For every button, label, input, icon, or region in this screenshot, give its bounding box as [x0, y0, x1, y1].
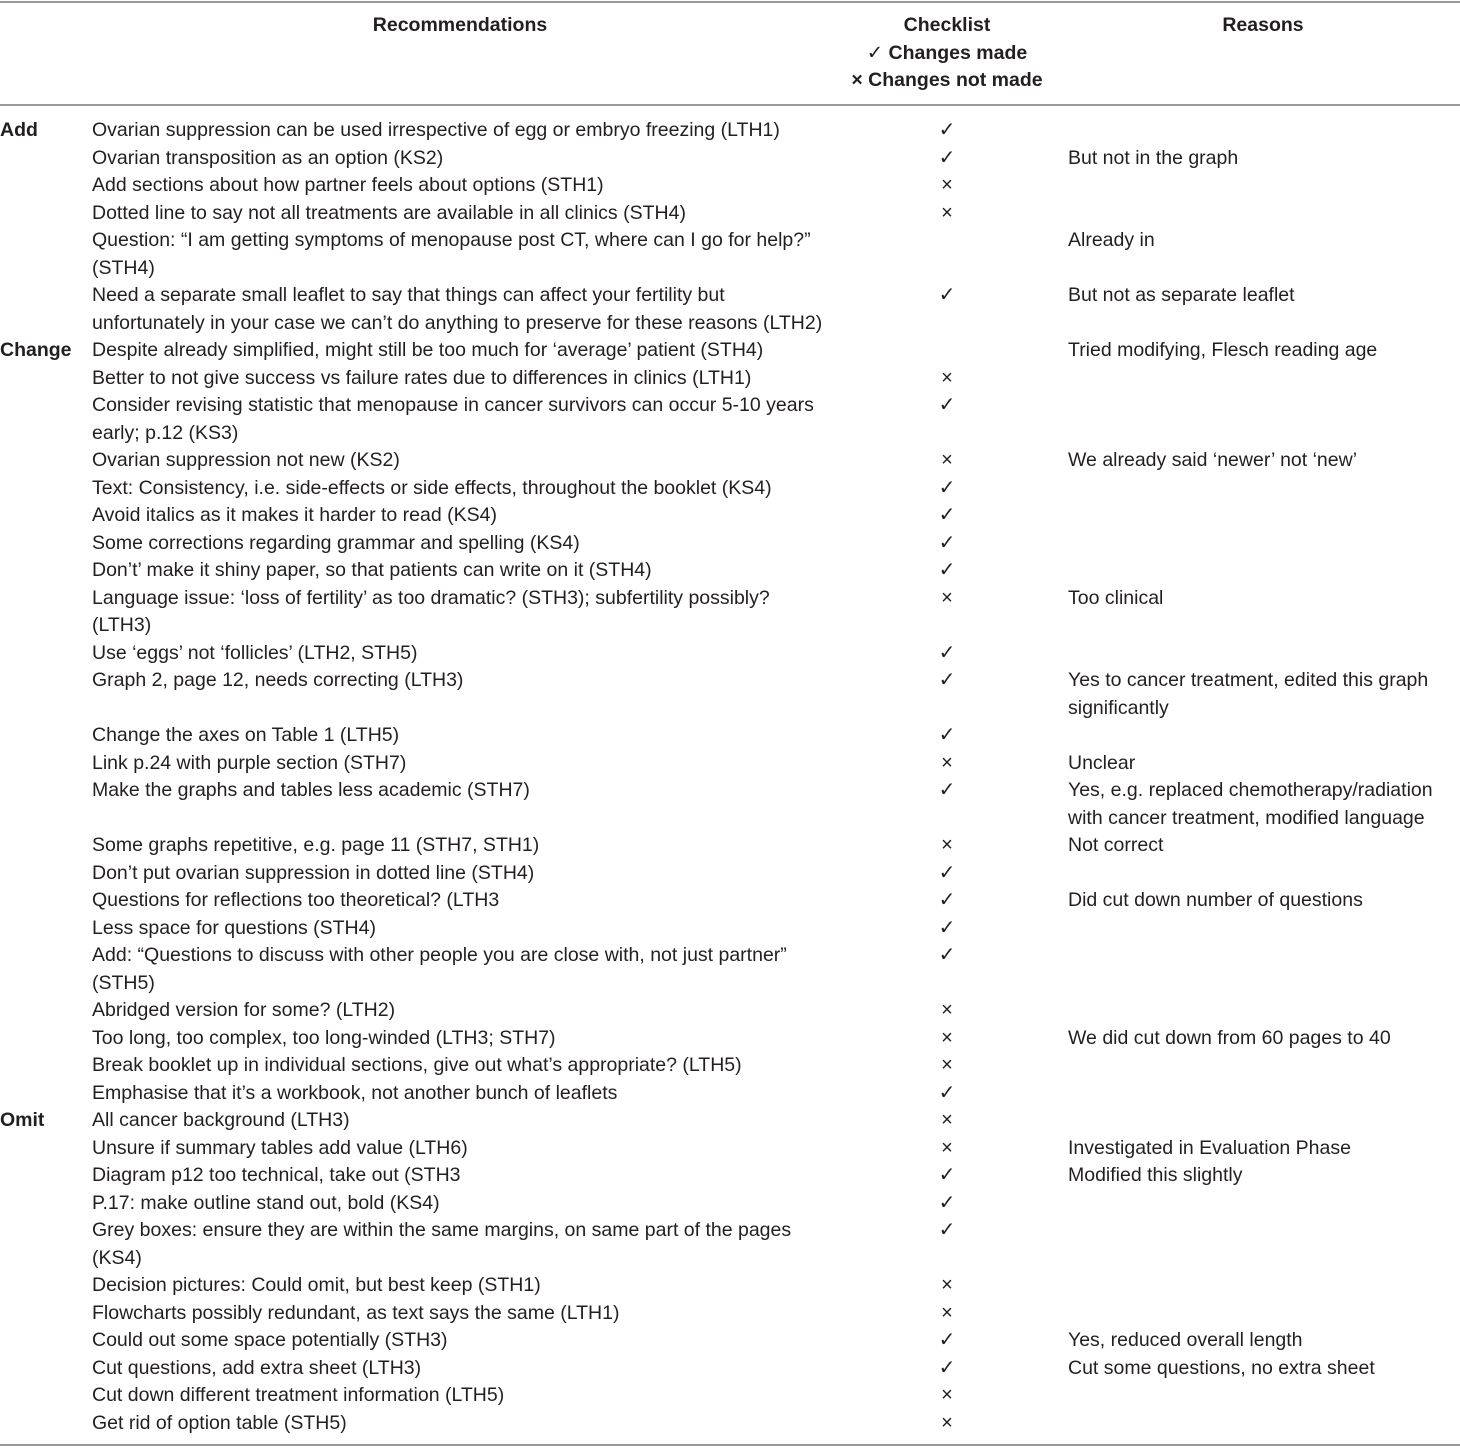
table-row: [0, 1052, 1460, 1080]
checklist-mark: ✓: [938, 1219, 956, 1241]
recommendation-text: Unsure if summary tables add value (LTH6): [92, 1136, 468, 1159]
reason-text: [1066, 117, 1460, 145]
table-row: [0, 502, 1460, 530]
table-row: [0, 200, 1460, 228]
reason-text: [1066, 1410, 1460, 1438]
checklist-mark: ✓: [938, 779, 956, 801]
reason-text: [1066, 557, 1460, 585]
recommendation-text: Emphasise that it’s a workbook, not another bunch of leaflets: [92, 1081, 618, 1104]
reason-text: [1066, 200, 1460, 228]
recommendation-text: Consider revising statistic that menopause in cancer survivors can occur 5-10 years early; p.12 (KS3): [92, 394, 814, 444]
table-row: [0, 447, 1460, 475]
section-label: [0, 1190, 92, 1218]
section-label: [0, 1382, 92, 1410]
section-label: [0, 1135, 92, 1163]
table-row: [0, 832, 1460, 860]
checklist-mark: ✓: [938, 531, 956, 554]
recommendation-text: Break booklet up in individual sections, give out what’s appropriate? (LTH5): [92, 1054, 742, 1076]
table-row: [0, 1135, 1460, 1163]
table-row: [0, 172, 1460, 200]
checklist-mark: ×: [941, 1274, 953, 1296]
section-label: [0, 282, 92, 337]
recommendation-text: Ovarian transposition as an option (KS2): [92, 146, 444, 169]
checklist-mark: ✓: [938, 394, 956, 416]
recommendation-text: Ovarian suppression not new (KS2): [92, 449, 400, 471]
checklist-mark: ✓: [938, 669, 956, 691]
recommendation-text: Despite already simplified, might still be too much for ‘average’ patient (STH4): [92, 339, 764, 361]
section-label: [0, 1080, 92, 1108]
recommendation-text: Some corrections regarding grammar and spelling (KS4): [92, 531, 580, 554]
checklist-mark: ✓: [938, 559, 956, 581]
reason-text: [1066, 475, 1460, 503]
section-label: [0, 997, 92, 1025]
recommendation-text: Language issue: ‘loss of fertility’ as too dramatic? (STH3); subfertility possibly? (LTH3): [92, 586, 770, 636]
section-label: [0, 887, 92, 915]
recommendation-text: Get rid of option table (STH5): [92, 1411, 347, 1434]
table-row: [0, 997, 1460, 1025]
table-row: [0, 1162, 1460, 1190]
reason-text: Modified this slightly: [1068, 1164, 1243, 1186]
checklist-mark: ×: [941, 834, 953, 856]
table-row: [0, 640, 1460, 668]
recommendation-text: Link p.24 with purple section (STH7): [92, 751, 407, 774]
reason-text: [1066, 530, 1460, 558]
recommendation-text: Abridged version for some? (LTH2): [92, 999, 396, 1021]
checklist-mark: ✓: [938, 1356, 956, 1379]
section-label: [0, 942, 92, 997]
checklist-mark: [828, 227, 1066, 282]
table-row: [0, 1410, 1460, 1438]
recommendation-text: Decision pictures: Could omit, but best keep (STH1): [92, 1274, 541, 1296]
recommendation-text: Some graphs repetitive, e.g. page 11 (STH7, STH1): [92, 834, 540, 856]
checklist-mark: ✓: [938, 944, 956, 966]
table-row: [0, 557, 1460, 585]
table-row: [0, 1272, 1460, 1300]
header-rule: [0, 104, 1460, 106]
recommendation-text: Cut down different treatment information (LTH5): [92, 1384, 505, 1406]
reason-text: Did cut down number of questions: [1068, 889, 1363, 911]
recommendation-text: Grey boxes: ensure they are within the same margins, on same part of the pages (KS4): [92, 1219, 792, 1269]
section-label: Change: [0, 339, 72, 361]
header-reasons: Reasons: [1222, 14, 1304, 36]
section-label: [0, 1272, 92, 1300]
table-row: [0, 667, 1460, 722]
recommendation-text: Question: “I am getting symptoms of menopause post CT, where can I go for help?” (STH4): [92, 229, 811, 279]
recommendation-text: Graph 2, page 12, needs correcting (LTH3): [92, 669, 464, 691]
section-label: [0, 145, 92, 173]
recommendation-text: Dotted line to say not all treatments are available in all clinics (STH4): [92, 201, 686, 224]
table-row: [0, 1107, 1460, 1135]
reason-text: [1066, 1107, 1460, 1135]
section-label: Add: [0, 119, 38, 141]
reason-text: We did cut down from 60 pages to 40: [1068, 1026, 1391, 1049]
recommendation-text: Change the axes on Table 1 (LTH5): [92, 724, 400, 746]
reason-text: [1066, 365, 1460, 393]
checklist-mark: ×: [941, 1054, 953, 1076]
reason-text: Unclear: [1068, 751, 1136, 774]
header-recommendations: Recommendations: [372, 14, 548, 36]
recommendation-text: Could out some space potentially (STH3): [92, 1329, 448, 1351]
recommendation-text: Cut questions, add extra sheet (LTH3): [92, 1356, 422, 1379]
checklist-mark: ×: [941, 1136, 953, 1159]
checklist-mark: ×: [941, 1109, 953, 1131]
reason-text: We already said ‘newer’ not ‘new’: [1068, 449, 1358, 471]
reason-text: But not as separate leaflet: [1068, 284, 1295, 306]
table-row: [0, 475, 1460, 503]
table-row: [0, 1025, 1460, 1053]
section-label: [0, 750, 92, 778]
reason-text: [1066, 392, 1460, 447]
header-checklist: [828, 12, 1066, 95]
recommendation-text: P.17: make outline stand out, bold (KS4): [92, 1191, 440, 1214]
reason-text: [1066, 640, 1460, 668]
checklist-mark: ✓: [938, 1329, 956, 1351]
section-label: [0, 475, 92, 503]
section-label: [0, 172, 92, 200]
recommendation-text: Better to not give success vs failure rates due to differences in clinics (LTH1): [92, 366, 752, 389]
reason-text: [1066, 942, 1460, 997]
recommendation-text: Need a separate small leaflet to say that things can affect your fertility but unfortunately in your case we can’t do anything to preserve for these reasons (LTH2): [92, 284, 823, 334]
table-row: [0, 887, 1460, 915]
checklist-mark: ✓: [938, 724, 956, 746]
checklist-mark: ×: [941, 999, 953, 1021]
recommendation-text: Questions for reflections too theoretical? (LTH3: [92, 889, 500, 911]
section-label: [0, 1300, 92, 1328]
table-row: [0, 1327, 1460, 1355]
section-label: [0, 915, 92, 943]
table-row: [0, 365, 1460, 393]
section-label: [0, 832, 92, 860]
recommendation-text: Make the graphs and tables less academic (STH7): [92, 779, 530, 801]
reason-text: [1066, 1190, 1460, 1218]
table-bottom-rule: [0, 1444, 1460, 1446]
section-label: [0, 1410, 92, 1438]
reason-text: Yes, reduced overall length: [1068, 1329, 1303, 1351]
reason-text: [1066, 997, 1460, 1025]
reason-text: Cut some questions, no extra sheet: [1068, 1356, 1375, 1379]
table-row: [0, 1355, 1460, 1383]
checklist-mark: ✓: [938, 889, 956, 911]
section-label: [0, 392, 92, 447]
checklist-mark: ✓: [938, 1191, 956, 1214]
reason-text: Already in: [1068, 229, 1155, 251]
table-row: [0, 915, 1460, 943]
header-checklist-title: Checklist: [903, 14, 991, 36]
section-label: [0, 1217, 92, 1272]
reason-text: Too clinical: [1068, 586, 1164, 609]
checklist-mark: ✓: [938, 1164, 956, 1186]
table-row: [0, 145, 1460, 173]
checklist-mark: ×: [941, 1026, 953, 1049]
section-label: [0, 722, 92, 750]
section-label: [0, 227, 92, 282]
table-row: [0, 722, 1460, 750]
table-row: [0, 117, 1460, 145]
recommendation-text: Flowcharts possibly redundant, as text says the same (LTH1): [92, 1301, 620, 1324]
reason-text: [1066, 1272, 1460, 1300]
recommendation-text: Avoid italics as it makes it harder to read (KS4): [92, 504, 497, 526]
table-row: [0, 1382, 1460, 1410]
reason-text: [1066, 915, 1460, 943]
section-label: [0, 447, 92, 475]
recommendation-text: Ovarian suppression can be used irrespective of egg or embryo freezing (LTH1): [92, 119, 780, 141]
table-row: [0, 1217, 1460, 1272]
section-label: [0, 200, 92, 228]
recommendation-text: Don’t’ make it shiny paper, so that patients can write on it (STH4): [92, 559, 652, 581]
checklist-mark: ×: [941, 366, 953, 389]
checklist-mark: ✓: [938, 504, 956, 526]
recommendation-text: Use ‘eggs’ not ‘follicles’ (LTH2, STH5): [92, 641, 418, 664]
table-row: [0, 337, 1460, 365]
section-label: [0, 365, 92, 393]
reason-text: [1066, 172, 1460, 200]
reason-text: [1066, 722, 1460, 750]
reason-text: [1066, 502, 1460, 530]
recommendation-text: Too long, too complex, too long-winded (LTH3; STH7): [92, 1026, 556, 1049]
checklist-mark: ×: [941, 1384, 953, 1406]
recommendation-text: Diagram p12 too technical, take out (STH3: [92, 1164, 461, 1186]
section-label: [0, 1327, 92, 1355]
checklist-mark: ×: [941, 751, 953, 774]
section-label: [0, 1162, 92, 1190]
table-row: [0, 777, 1460, 832]
recommendation-text: Add sections about how partner feels about options (STH1): [92, 174, 604, 196]
table-body: [0, 117, 1460, 1437]
table-row: [0, 585, 1460, 640]
checklist-mark: [828, 337, 1066, 365]
checklist-mark: ×: [941, 449, 953, 471]
checklist-mark: ×: [941, 1301, 953, 1324]
reason-text: [1066, 1300, 1460, 1328]
checklist-mark: ✓: [938, 284, 956, 306]
section-label: [0, 860, 92, 888]
table-row: [0, 1190, 1460, 1218]
checklist-mark: ×: [941, 1411, 953, 1434]
table-row: [0, 282, 1460, 337]
section-label: [0, 1052, 92, 1080]
checklist-mark: ✓: [938, 146, 956, 169]
table-row: [0, 860, 1460, 888]
recommendation-text: All cancer background (LTH3): [92, 1109, 350, 1131]
reason-text: [1066, 1080, 1460, 1108]
section-label: [0, 777, 92, 832]
reason-text: Not correct: [1068, 834, 1164, 856]
table-row: [0, 1080, 1460, 1108]
reason-text: Yes to cancer treatment, edited this graph significantly: [1068, 669, 1429, 719]
section-label: [0, 530, 92, 558]
reason-text: But not in the graph: [1068, 146, 1239, 169]
recommendations-table: [0, 117, 1460, 1437]
checklist-mark: ×: [941, 586, 953, 609]
recommendation-text: Add: “Questions to discuss with other people you are close with, not just partner” (STH5): [92, 944, 787, 994]
checklist-mark: ✓: [938, 916, 956, 939]
checklist-mark: ✓: [938, 861, 956, 884]
reason-text: [1066, 860, 1460, 888]
reason-text: [1066, 1052, 1460, 1080]
reason-text: Investigated in Evaluation Phase: [1068, 1136, 1351, 1159]
section-label: [0, 1025, 92, 1053]
checklist-mark: ✓: [938, 1081, 956, 1104]
section-label: [0, 557, 92, 585]
section-label: [0, 640, 92, 668]
table-row: [0, 392, 1460, 447]
legend-changes-made: ✓ Changes made: [866, 41, 1028, 64]
checklist-mark: ✓: [938, 476, 956, 499]
reason-text: [1066, 1382, 1460, 1410]
checklist-mark: ×: [941, 174, 953, 196]
section-label: [0, 1355, 92, 1383]
checklist-mark: ×: [941, 201, 953, 224]
checklist-mark: ✓: [938, 641, 956, 664]
table-row: [0, 750, 1460, 778]
section-label: [0, 585, 92, 640]
section-label: [0, 502, 92, 530]
section-label: [0, 667, 92, 722]
legend-changes-not-made: × Changes not made: [851, 69, 1043, 91]
table-row: [0, 1300, 1460, 1328]
reason-text: Tried modifying, Flesch reading age: [1068, 339, 1378, 361]
checklist-mark: ✓: [938, 119, 956, 141]
table-row: [0, 227, 1460, 282]
table-row: [0, 942, 1460, 997]
recommendation-text: Text: Consistency, i.e. side-effects or side effects, throughout the booklet (KS4): [92, 476, 772, 499]
recommendation-text: Don’t put ovarian suppression in dotted line (STH4): [92, 861, 535, 884]
reason-text: Yes, e.g. replaced chemotherapy/radiation with cancer treatment, modified language: [1068, 779, 1433, 829]
section-label: Omit: [0, 1109, 45, 1131]
table-row: [0, 530, 1460, 558]
recommendation-text: Less space for questions (STH4): [92, 916, 376, 939]
reason-text: [1066, 1217, 1460, 1272]
table-top-rule: [0, 1, 1460, 3]
